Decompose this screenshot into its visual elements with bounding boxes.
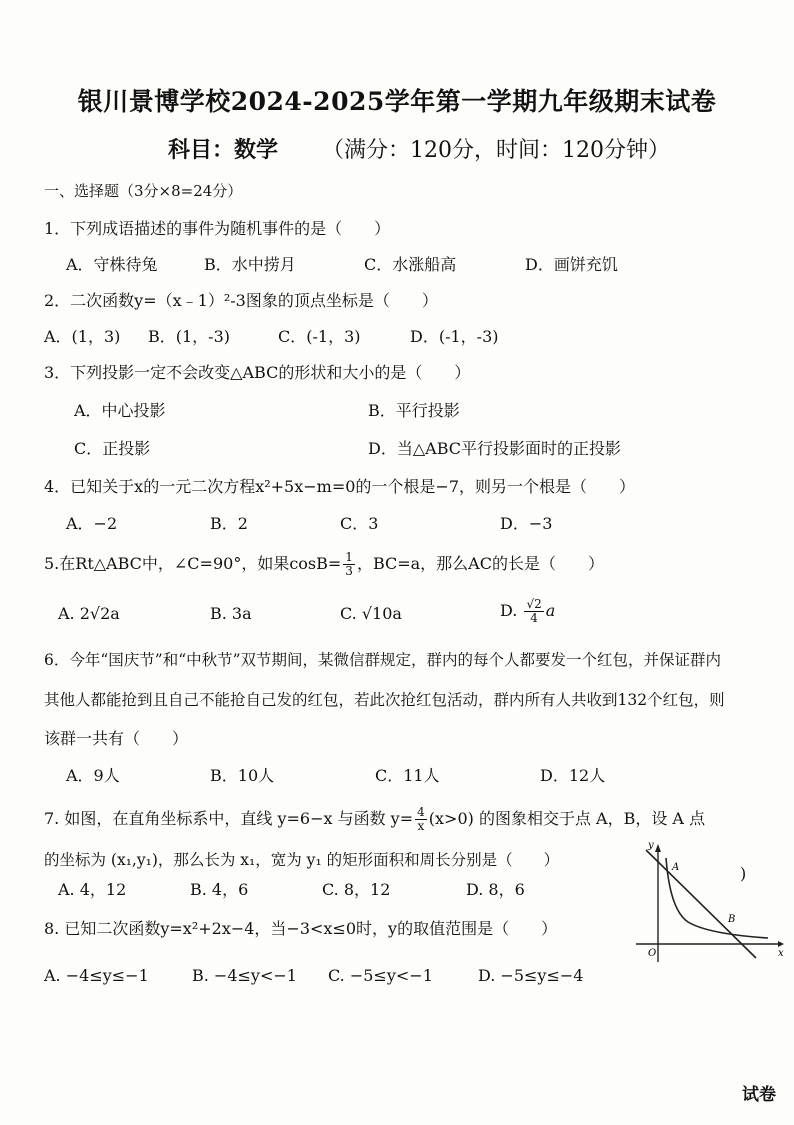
q4-option-c: C．3 — [340, 514, 379, 533]
q1-option-d: D．画饼充饥 — [525, 255, 618, 274]
q2-option-a: A．(1，3) — [44, 327, 121, 346]
q8-option-a: A. −4≤y≤−1 — [44, 966, 149, 985]
q3-option-a: A．中心投影 — [74, 401, 166, 420]
question-4-stem: 4．已知关于x的一元二次方程x²+5x−m=0的一个根是−7，则另一个根是（ ） — [44, 477, 636, 496]
q7-frac-den: x — [417, 819, 425, 833]
q3-option-c: C．正投影 — [74, 439, 151, 458]
q2-option-b: B．(1，-3) — [148, 327, 231, 346]
q5-option-d — [500, 598, 555, 625]
q8-option-d: D. −5≤y≤−4 — [478, 966, 584, 985]
q5-option-b: B. 3a — [210, 604, 252, 623]
q5-fraction — [343, 551, 355, 578]
q5-frac-den: 3 — [345, 564, 353, 578]
q5-option-c: C. √10a — [340, 604, 402, 623]
q4-option-b: B．2 — [210, 514, 248, 533]
question-8-stem: 8. 已知二次函数y=x²+2x−4，当−3<x≤0时，y的取值范围是（ ） — [44, 919, 558, 938]
stray-bracket: ) — [740, 864, 747, 883]
q5-option-d-label: D. — [500, 601, 523, 620]
q2-option-c: C．(-1，3) — [278, 327, 361, 346]
q7-option-d: D. 8，6 — [466, 880, 525, 899]
line-y-6-minus-x — [646, 850, 756, 958]
origin-label: O — [648, 948, 657, 959]
page-footer: 试卷 — [742, 1085, 776, 1105]
q3-option-d: D．当△ABC平行投影面时的正投影 — [368, 439, 621, 458]
question-7-line-2: 的坐标为 (x₁,y₁)，那么长为 x₁，宽为 y₁ 的矩形面积和周长分别是（ ） — [44, 851, 560, 869]
q6-option-d: D．12人 — [540, 766, 606, 785]
q5-d-den: 4 — [530, 611, 538, 625]
q5-frac-num: 1 — [345, 550, 353, 564]
q4-option-a: A．−2 — [66, 514, 118, 533]
q3-option-b: B．平行投影 — [368, 401, 460, 420]
question-6-line-2: 其他人都能抢到且自己不能抢自己发的红包，若此次抢红包活动，群内所有人共收到132个红包，则 — [44, 691, 725, 709]
q6-option-b: B．10人 — [210, 766, 275, 785]
question-2-stem: 2．二次函数y=（x﹣1）²-3图象的顶点坐标是（ ） — [44, 291, 438, 310]
hyperbola-curve — [666, 858, 768, 938]
q1-option-a: A．守株待兔 — [66, 255, 158, 274]
y-axis-label: y — [648, 840, 654, 851]
q7-fraction — [415, 806, 427, 833]
q1-option-c: C．水涨船高 — [364, 255, 457, 274]
q5-d-fraction — [524, 598, 543, 625]
question-3-stem: 3．下列投影一定不会改变△ABC的形状和大小的是（ ） — [44, 363, 471, 382]
section-heading: 一、选择题（3分×8=24分） — [44, 182, 243, 200]
question-6-line-3: 该群一共有（ ） — [44, 729, 189, 748]
page-title: 银川景博学校2024-2025学年第一学期九年级期末试卷 — [77, 87, 717, 116]
x-axis-arrow — [778, 941, 784, 947]
q5-stem-pre: 5.在Rt△ABC中，∠C=90°，如果cosB= — [44, 554, 342, 573]
subtitle — [168, 133, 670, 164]
q2-option-d: D．(-1，-3) — [410, 327, 499, 346]
q6-option-c: C．11人 — [375, 766, 440, 785]
q7-frac-num: 4 — [417, 805, 425, 819]
q5-d-var: a — [545, 601, 556, 620]
q7-line1-pre: 7. 如图，在直角坐标系中，直线 y=6−x 与函数 y= — [44, 809, 414, 828]
point-b-label: B — [728, 914, 736, 925]
q6-option-a: A．9人 — [66, 766, 120, 785]
q4-option-d: D．−3 — [500, 514, 553, 533]
q7-graph — [628, 840, 788, 970]
question-6-line-1: 6．今年“国庆节”和“中秋节”双节期间，某微信群规定，群内的每个人都要发一个红包，并保证群内 — [44, 651, 722, 669]
exam-info: （满分：120分，时间：120分钟） — [322, 138, 670, 163]
x-axis-label: x — [778, 948, 784, 959]
q8-option-c: C. −5≤y<−1 — [328, 966, 433, 985]
question-1-stem: 1．下列成语描述的事件为随机事件的是（ ） — [44, 219, 391, 238]
question-5-stem — [44, 551, 604, 578]
q5-stem-post: ，BC=a，那么AC的长是（ ） — [356, 554, 604, 573]
q7-option-b: B. 4，6 — [190, 880, 249, 899]
y-axis-arrow — [655, 844, 661, 852]
subject-label: 科目：数学 — [168, 137, 279, 163]
q5-option-a: A. 2√2a — [58, 604, 120, 623]
question-7-line-1 — [44, 806, 705, 833]
point-a-label: A — [672, 862, 680, 873]
q7-option-a: A. 4，12 — [58, 880, 127, 899]
q7-option-c: C. 8，12 — [322, 880, 391, 899]
q5-d-num: √2 — [526, 597, 542, 611]
q8-option-b: B. −4≤y<−1 — [192, 966, 297, 985]
q1-option-b: B．水中捞月 — [204, 255, 296, 274]
q7-line1-post: (x>0) 的图象相交于点 A，B，设 A 点 — [428, 809, 706, 828]
